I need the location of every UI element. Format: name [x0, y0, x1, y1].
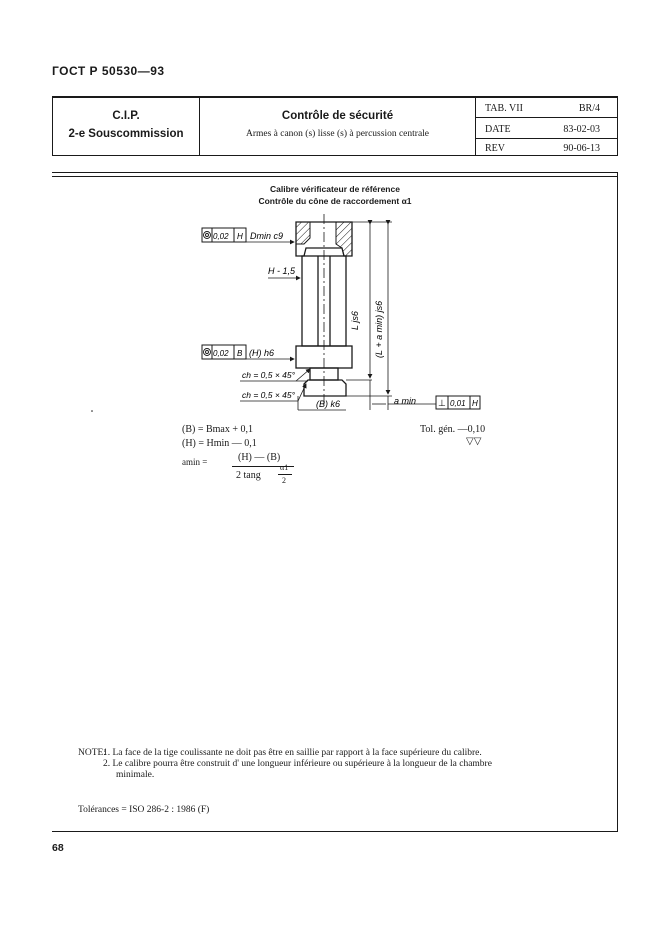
chamfer-1: ch = 0,5 × 45°	[242, 370, 296, 380]
header-row-value: 83-02-03	[563, 124, 600, 135]
fcf-top-value: 0,02	[213, 232, 229, 241]
header-subtitle: Armes à canon (s) lisse (s) à percussion centrale	[245, 129, 430, 139]
formula-h: (H) = Hmin — 0,1	[182, 438, 257, 449]
dim-l: L js6	[350, 311, 360, 330]
label-h-h6: (H) h6	[249, 348, 275, 358]
fcf-right-symbol: ⊥	[438, 398, 446, 408]
fcf-mid-datum: B	[237, 349, 243, 358]
drawing-title: Calibre vérificateur de référence	[270, 184, 400, 194]
fcf-top-datum: H	[237, 232, 243, 241]
header-left-line1: C.I.P.	[112, 110, 140, 122]
note-2-cont: minimale.	[116, 770, 155, 780]
fcf-perpendicularity	[436, 396, 480, 409]
chamfer-2: ch = 0,5 × 45°	[242, 390, 296, 400]
note-2: 2. Le calibre pourra être construit d' une longueur inférieure ou supérieure à la longueur de la chambre	[103, 759, 492, 769]
gauge-base	[304, 380, 346, 396]
formula-b: (B) = Bmax + 0,1	[182, 424, 253, 435]
label-h: H - 1,5	[268, 266, 296, 276]
note-1: 1. La face de la tige coulissante ne doit pas être en saillie par rapport à la face supérieure du calibre.	[103, 748, 482, 758]
header-row-key: TAB. VII	[485, 103, 523, 114]
tol-gen: Tol. gén. —0,10	[420, 424, 486, 435]
dim-l-amin: (L + a min) js6	[374, 300, 384, 358]
note-label: NOTE:	[78, 748, 106, 758]
label-dmin: Dmin c9	[250, 231, 284, 241]
drawing-subtitle: Contrôle du cône de raccordement α1	[258, 196, 412, 206]
formula-amin-label: amin =	[182, 457, 208, 467]
header-left-line2: 2-e Souscommission	[68, 128, 184, 140]
fcf-top	[202, 228, 246, 242]
formula-alpha: α1	[280, 463, 289, 472]
formula-denominator: 2 tang	[236, 470, 261, 481]
fcf-middle	[202, 345, 246, 359]
surface-finish-icon: ▽▽	[466, 436, 482, 447]
fcf-right-datum: H	[472, 399, 478, 408]
formula-alpha-den: 2	[282, 476, 286, 485]
page-number: 68	[52, 842, 64, 854]
label-b-k6: (B) k6	[316, 399, 341, 409]
header-row-value: BR/4	[578, 103, 600, 114]
fcf-mid-value: 0,02	[213, 349, 229, 358]
header-row-value: 90-06-13	[563, 143, 600, 154]
standard-number: ГОСТ Р 50530—93	[52, 64, 165, 78]
dim-amin: a min	[394, 396, 417, 406]
tolerances-line: Tolérances = ISO 286-2 : 1986 (F)	[78, 805, 210, 815]
header-row-key: DATE	[485, 124, 511, 135]
header-title: Contrôle de sécurité	[281, 110, 394, 122]
fcf-right-value: 0,01	[450, 399, 466, 408]
header-row-key: REV	[485, 143, 505, 154]
formula-numerator: (H) — (B)	[238, 452, 281, 463]
